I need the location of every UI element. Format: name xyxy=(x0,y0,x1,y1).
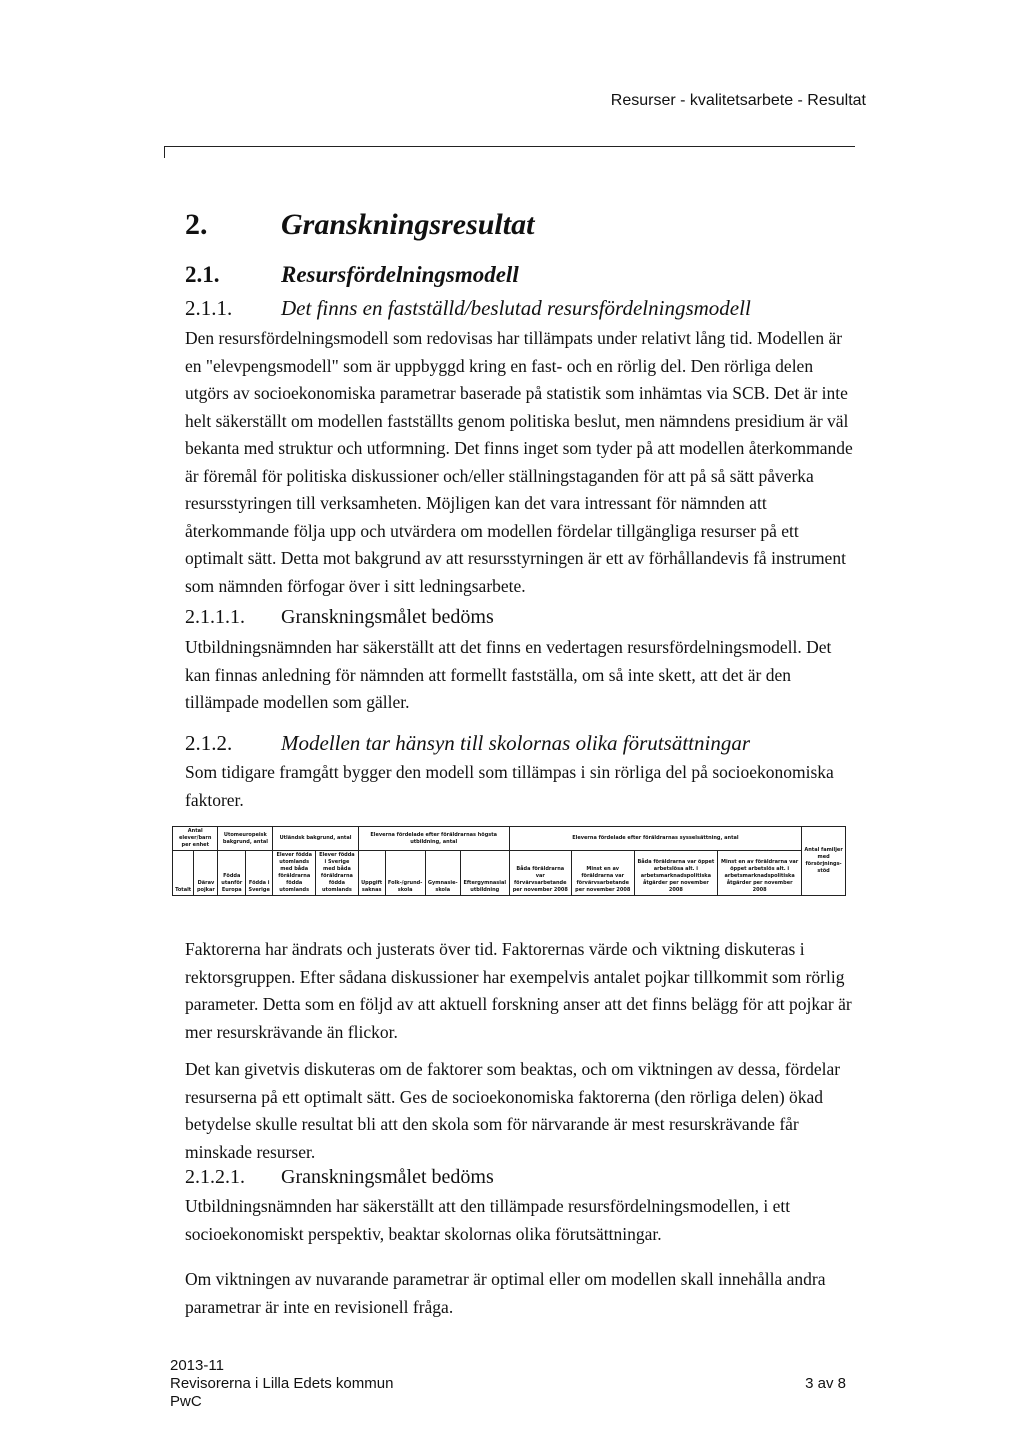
col-bada-forvarvsarbetande: Båda föräldrarna var förvärvsarbetande per november 2008 xyxy=(509,851,571,896)
heading-2-1-1-1-number: 2.1.1.1. xyxy=(185,606,245,628)
col-bada-arbetslosa: Båda föräldrarna var öppet arbetslösa alt. i arbetsmarknadspolitiska åtgärder per november 2008 xyxy=(634,851,717,896)
col-utanfor-europa: Födda utanför Europa xyxy=(218,851,246,896)
heading-2-1-1-1-title: Granskningsmålet bedöms xyxy=(281,606,494,628)
section-title: Granskningsresultat xyxy=(281,208,535,241)
footer-page: 3 av 8 xyxy=(805,1375,846,1392)
heading-2-1-2-1 xyxy=(185,1166,494,1189)
heading-2-1-2-number: 2.1.2. xyxy=(185,731,233,755)
heading-2-1-1-1 xyxy=(185,606,494,629)
heading-2-1-2-1-number: 2.1.2.1. xyxy=(185,1166,245,1188)
heading-2-1-1-title: Det finns en fastställd/beslutad resursfördelningsmodell xyxy=(281,296,751,320)
col-pojkar: Därav pojkar xyxy=(194,851,218,896)
heading-2-1-2-1-title: Granskningsmålet bedöms xyxy=(281,1166,494,1188)
paragraph-2-1-2-1-b: Om viktningen av nuvarande parametrar är optimal eller om modellen skall innehålla andra parametrar är inte en revisionell fråga. xyxy=(185,1269,826,1317)
subsection-heading xyxy=(185,262,519,288)
footer-left xyxy=(170,1357,393,1411)
paragraph-2-1-1: Den resursfördelningsmodell som redovisas har tillämpats under relativt lång tid. Modellen är en "elevpengsmodell" som är uppbyggd kring en fast- och en rörlig del. Den rörliga delen utgörs av socioekonomiska parametrar baserade på statistik som inhämtas via SCB. Det är inte helt säkerställt om modellen fastställts genom politiska beslut, men nämndens presidium är väl bekanta med struktur och utformning. Det finns inget som tyder på att modellen återkommande är föremål för politiska diskussioner och/eller ställningstaganden för att på så sätt påverka resursstyringen till verksamheten. Möjligen kan det vara intressant för nämnden att återkommande följa upp och utvärdera om modellen fördelar tillgängliga resurser på ett optimalt sätt. Detta mot bakgrund av att resursstyrningen är ett av förhållandevis få instrument som nämnden förfogar över i sitt ledningsarbete. xyxy=(185,328,853,596)
factor-table-wrap xyxy=(172,826,846,896)
col-fodda-sverige: Födda i Sverige xyxy=(246,851,273,896)
col-gymnasieskola: Gymnasie-skola xyxy=(425,851,460,896)
paragraph-2-1-1-1: Utbildningsnämnden har säkerställt att det finns en vedertagen resursfördelningsmodell. Det kan finnas anledning för nämnden att formellt fastställa, om så inte skett, att det är den tillämpade modellen som gäller. xyxy=(185,637,832,712)
col-fodda-utomlands: Elever födda utomlands med båda föräldrarna födda utomlands xyxy=(273,851,316,896)
heading-2-1-1-number: 2.1.1. xyxy=(185,296,233,320)
header-rule-tick xyxy=(164,146,165,158)
footer-firm: PwC xyxy=(170,1393,202,1410)
col-sysselsattning: Eleverna fördelade efter föräldrarnas sysselsättning, antal xyxy=(509,827,801,851)
factor-table xyxy=(172,826,846,896)
header-rule xyxy=(164,146,855,147)
heading-2-1-1 xyxy=(185,296,751,321)
col-utlandsk: Utländsk bakgrund, antal xyxy=(273,827,358,851)
col-utbildning: Eleverna fördelade efter föräldrarnas högsta utbildning, antal xyxy=(358,827,509,851)
footer-org: Revisorerna i Lilla Edets kommun xyxy=(170,1375,394,1392)
running-header: Resurser - kvalitetsarbete - Resultat xyxy=(610,92,866,109)
subsection-title: Resursfördelningsmodell xyxy=(281,262,519,287)
col-utomeuropeisk: Utomeuropeisk bakgrund, antal xyxy=(218,827,273,851)
col-grundskola: Folk-/grund-skola xyxy=(385,851,425,896)
col-totalt: Totalt xyxy=(173,851,194,896)
heading-2-1-2-title: Modellen tar hänsyn till skolornas olika förutsättningar xyxy=(281,731,750,755)
section-heading xyxy=(185,208,534,242)
factor-table-header-row xyxy=(173,827,846,851)
col-antal-elever: Antal elever/barn per enhet xyxy=(173,827,218,851)
heading-2-1-2 xyxy=(185,731,750,756)
col-eftergymnasial: Eftergymnasial utbildning xyxy=(460,851,509,896)
paragraph-2-1-2-1-a: Utbildningsnämnden har säkerställt att den tillämpade resursfördelningsmodellen, i ett socioekonomiskt perspektiv, beaktar skolornas olika förutsättningar. xyxy=(185,1196,791,1244)
factor-table-sub-row xyxy=(173,851,846,896)
paragraph-2-1-2: Som tidigare framgått bygger den modell som tillämpas i sin rörliga del på socioekonomiska faktorer. xyxy=(185,762,834,810)
section-number: 2. xyxy=(185,208,208,241)
col-minst-en-arbetslos: Minst en av föräldrarna var öppet arbetslös alt. i arbetsmarknadspolitiska åtgärder per november 2008 xyxy=(718,851,802,896)
col-uppgift-saknas: Uppgift saknas xyxy=(358,851,385,896)
col-fodda-i-sverige: Elever födda i Sverige med båda föräldrarna födda utomlands xyxy=(316,851,359,896)
subsection-number: 2.1. xyxy=(185,262,220,287)
footer-date: 2013-11 xyxy=(170,1357,224,1374)
col-minst-en-forvarvsarbetande: Minst en av föräldrarna var förvärvsarbetande per november 2008 xyxy=(571,851,634,896)
col-familjer: Antal familjer med försörjnings-stöd xyxy=(802,827,846,896)
paragraph-factors-changed: Faktorerna har ändrats och justerats över tid. Faktorernas värde och viktning diskuteras i rektorsgruppen. Efter sådana diskussioner har exempelvis antalet pojkar tillkommit som rörlig parameter. Detta som en följd av att aktuell forskning anser att det finns belägg för att pojkar är mer resurskrävande än flickor. xyxy=(185,939,852,1042)
paragraph-factors-discussion: Det kan givetvis diskuteras om de faktorer som beaktas, och om viktningen av dessa, fördelar resurserna på ett optimalt sätt. Ges de socioekonomiska faktorerna (den rörliga delen) ökad betydelse skulle resultat bli att den skola som för närvarande är mest resurskrävande får minskade resurser. xyxy=(185,1059,841,1162)
